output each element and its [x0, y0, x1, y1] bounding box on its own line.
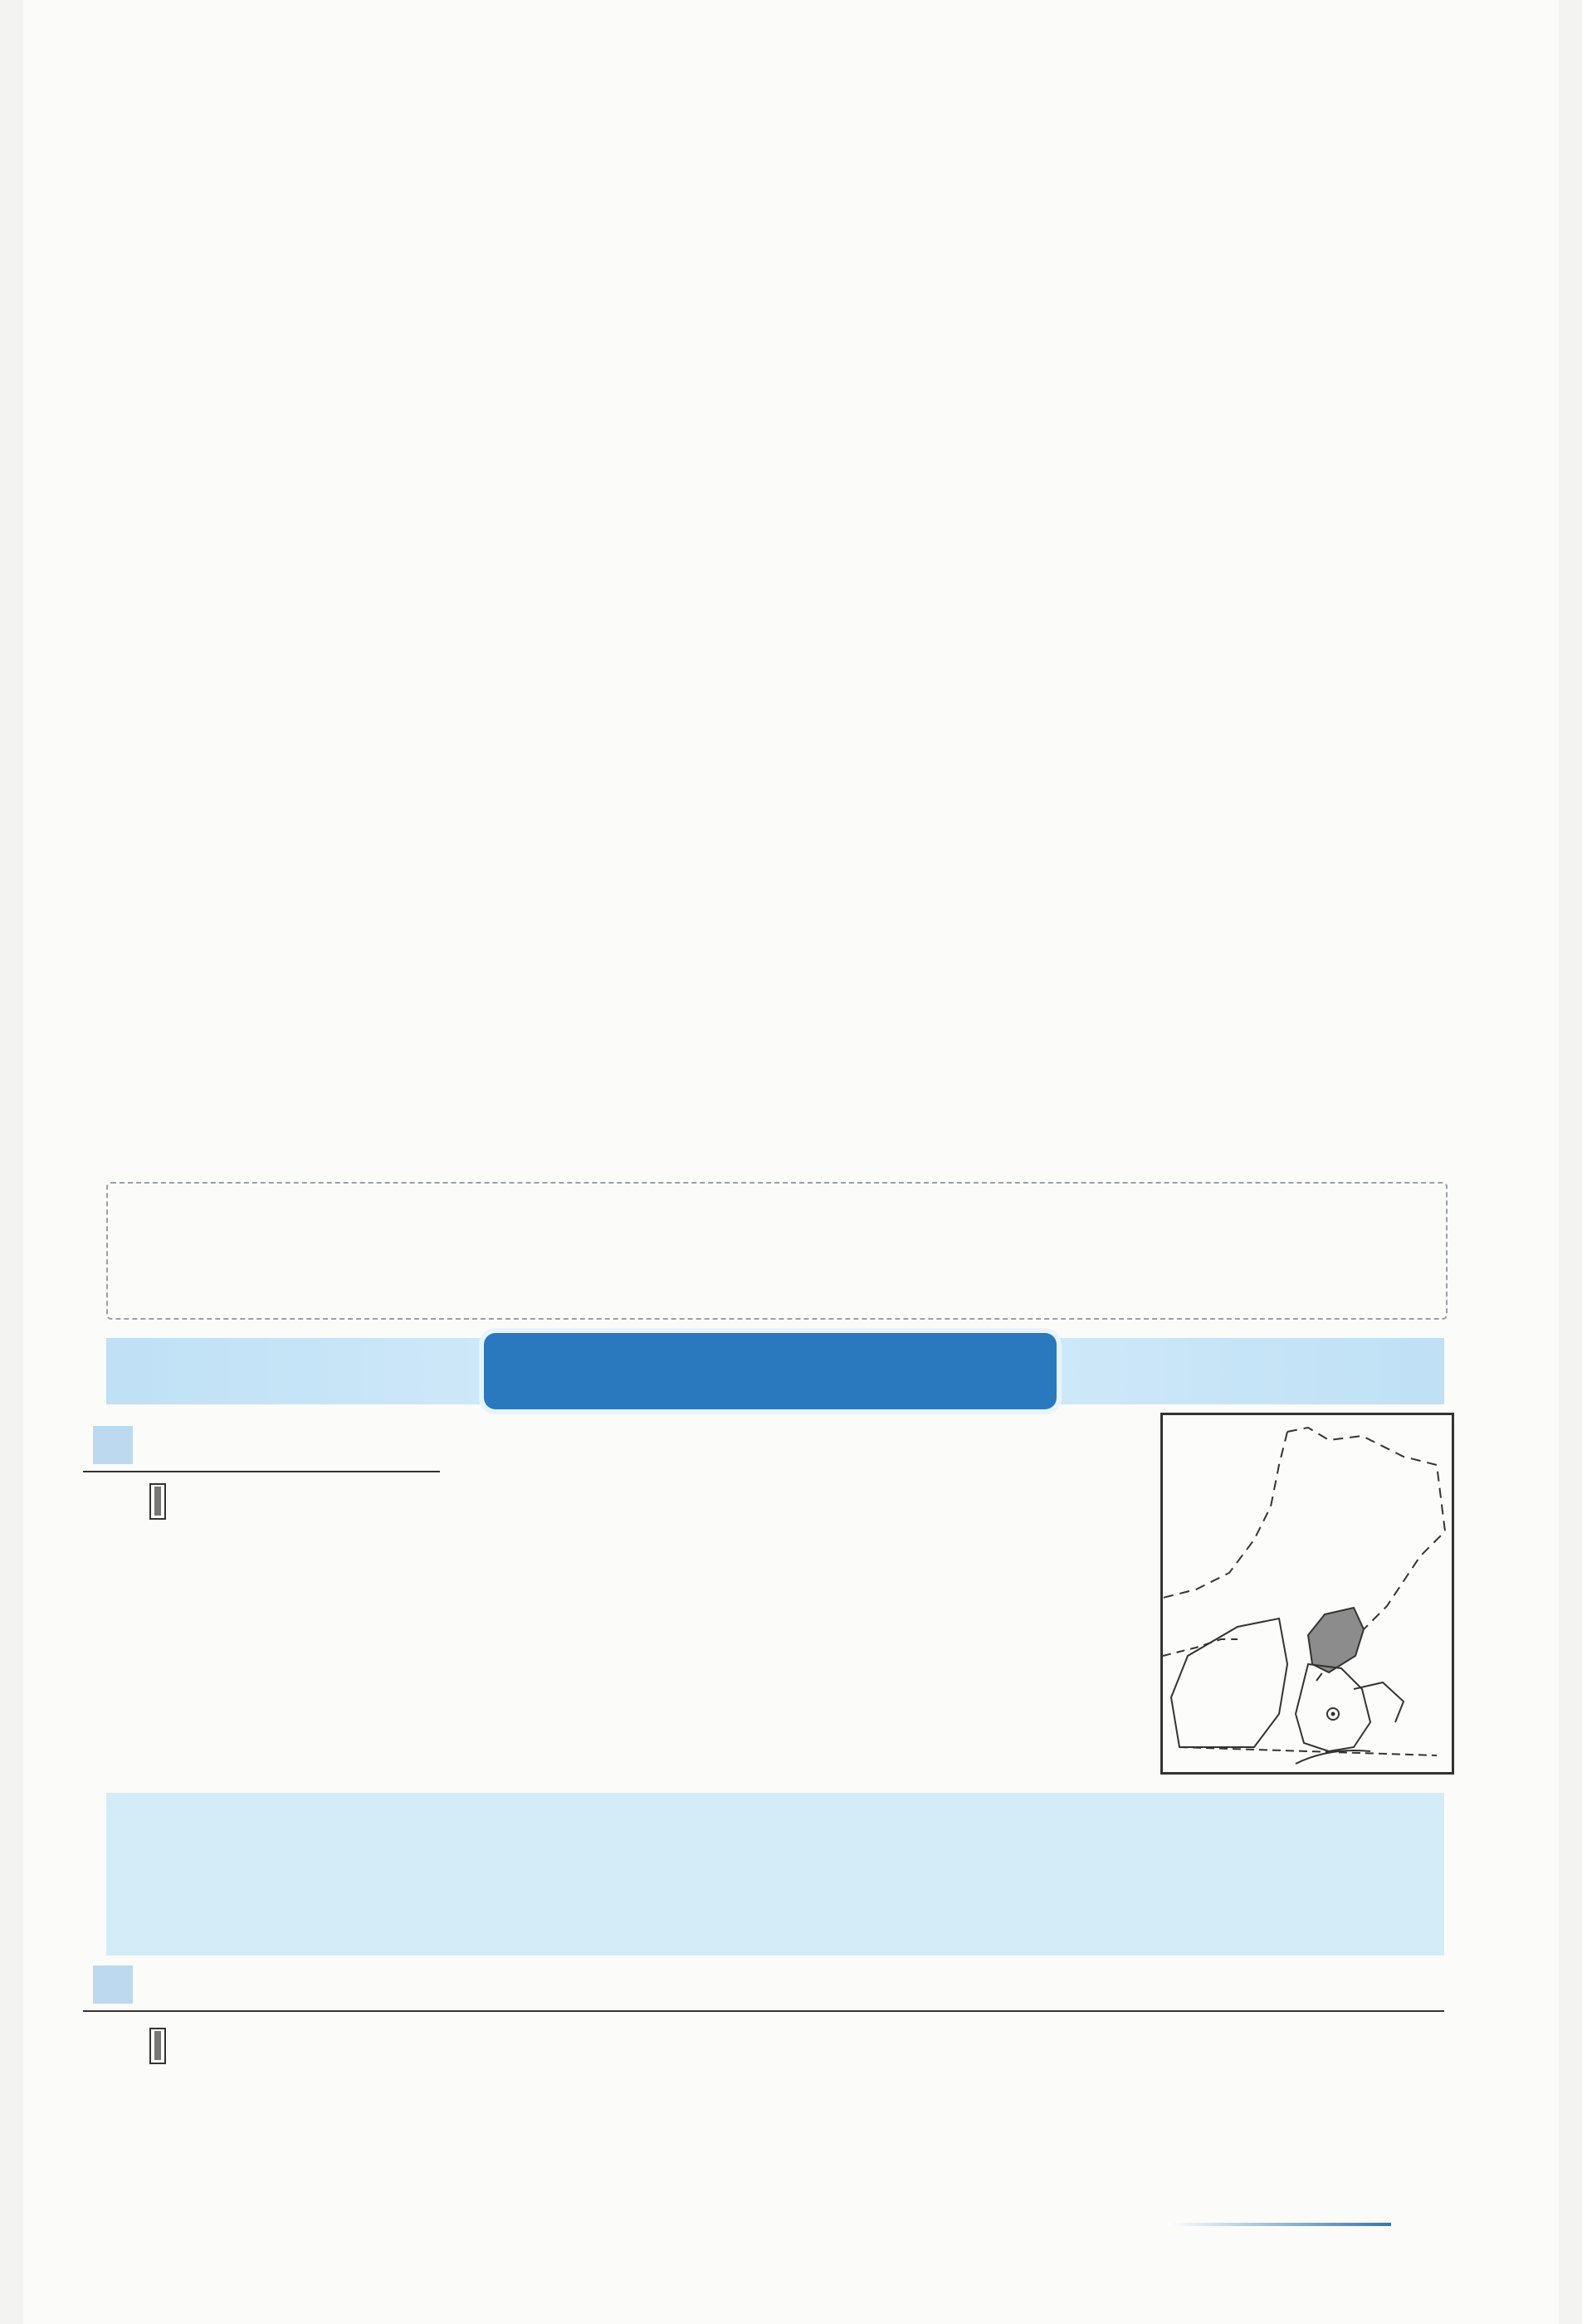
- key-point-2: [83, 1965, 149, 2016]
- key-point-number: [93, 1426, 133, 1464]
- example-label: [149, 2028, 166, 2064]
- map-svg: [1163, 1415, 1452, 1772]
- key-point-1: [83, 1426, 149, 1477]
- section-banner-title: [484, 1333, 1057, 1409]
- key-point-number: [93, 1965, 133, 2004]
- example-1-stem: [149, 1474, 188, 1526]
- footer-decoration: [1167, 2223, 1391, 2226]
- analysis-box: [106, 1793, 1444, 1955]
- easy-mistake-box: [106, 1182, 1448, 1320]
- divider: [83, 1471, 440, 1472]
- example-2-stem: [149, 2019, 188, 2070]
- example-label: [149, 1483, 166, 1520]
- north-china-sketch-map: [1160, 1413, 1454, 1775]
- divider: [83, 2010, 1444, 2012]
- book-page: [23, 0, 1559, 2324]
- page-footer: [1386, 2163, 1403, 2221]
